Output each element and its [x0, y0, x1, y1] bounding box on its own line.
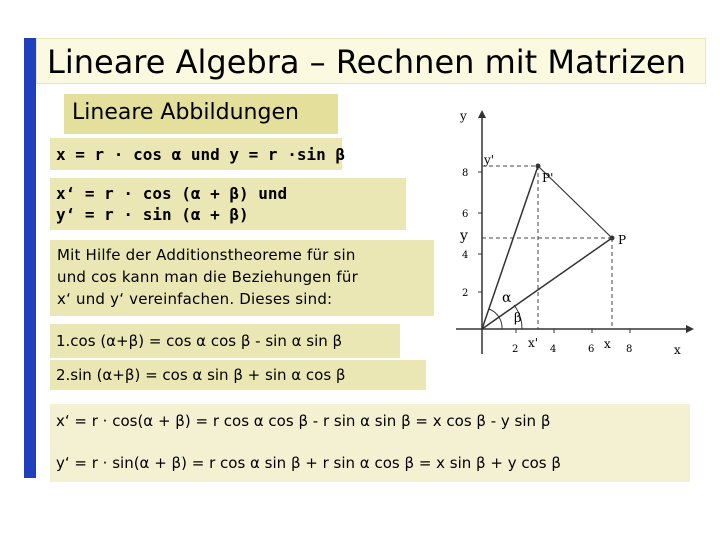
- label-xprime: x': [528, 336, 539, 350]
- label-alpha: α: [502, 290, 512, 306]
- section-subtitle: Lineare Abbildungen: [72, 100, 299, 125]
- explanation-line: und cos kann man die Beziehungen für: [57, 268, 358, 286]
- x-tick-label: 2: [512, 344, 519, 355]
- x-tick-label: 8: [626, 344, 633, 355]
- title-bar: [36, 38, 706, 84]
- x-tick-label: 4: [550, 344, 557, 355]
- page-title: Lineare Algebra – Rechnen mit Matrizen: [47, 43, 686, 81]
- x-axis-arrow: [686, 325, 694, 333]
- y-tick-label: 8: [462, 168, 469, 179]
- explanation-line: Mit Hilfe der Additionstheoreme für sin: [57, 246, 356, 264]
- formula-xy: x = r · cos α und y = r ·sin β: [56, 145, 345, 164]
- section-subtitle-box: [64, 94, 338, 134]
- label-x: x: [604, 337, 611, 351]
- y-tick-label: 4: [462, 250, 469, 261]
- explanation-line: x‘ und y‘ vereinfachen. Dieses sind:: [57, 290, 333, 308]
- rotation-diagram: [448, 104, 696, 360]
- theorem-cos: 1.cos (α+β) = cos α cos β - sin α sin β: [56, 332, 343, 350]
- x-axis-label: x: [674, 343, 681, 357]
- point-p: [610, 236, 615, 241]
- accent-sidebar: [24, 38, 36, 478]
- result-box: [50, 404, 690, 482]
- formula-yprime: y‘ = r · sin (α + β): [56, 205, 249, 224]
- y-axis-label: y: [460, 109, 467, 123]
- formula-box-xy: [50, 138, 345, 170]
- result-xprime: x‘ = r · cos(α + β) = r cos α cos β - r sin α sin β = x cos β - y sin β: [56, 412, 551, 430]
- y-axis-arrow: [478, 110, 486, 118]
- label-p: P: [618, 233, 627, 247]
- vector-op: [482, 238, 612, 329]
- formula-xprime: x‘ = r · cos (α + β) und: [56, 184, 288, 203]
- label-yprime: y': [484, 153, 495, 167]
- x-tick-label: 6: [588, 344, 595, 355]
- explanation-box: [50, 240, 434, 316]
- theorem-box-sin: [50, 360, 426, 390]
- result-yprime: y‘ = r · sin(α + β) = r cos α sin β + r sin α cos β = x sin β + y cos β: [56, 454, 561, 472]
- y-tick-label: 6: [462, 209, 469, 220]
- label-y: y: [460, 228, 468, 244]
- y-tick-label: 2: [462, 288, 469, 299]
- theorem-box-cos: [50, 324, 400, 358]
- label-beta: β: [514, 311, 522, 326]
- label-pprime: P': [542, 171, 554, 185]
- point-pprime: [536, 164, 541, 169]
- theorem-sin: 2.sin (α+β) = cos α sin β + sin α cos β: [56, 366, 346, 384]
- formula-box-xprime: [50, 178, 406, 230]
